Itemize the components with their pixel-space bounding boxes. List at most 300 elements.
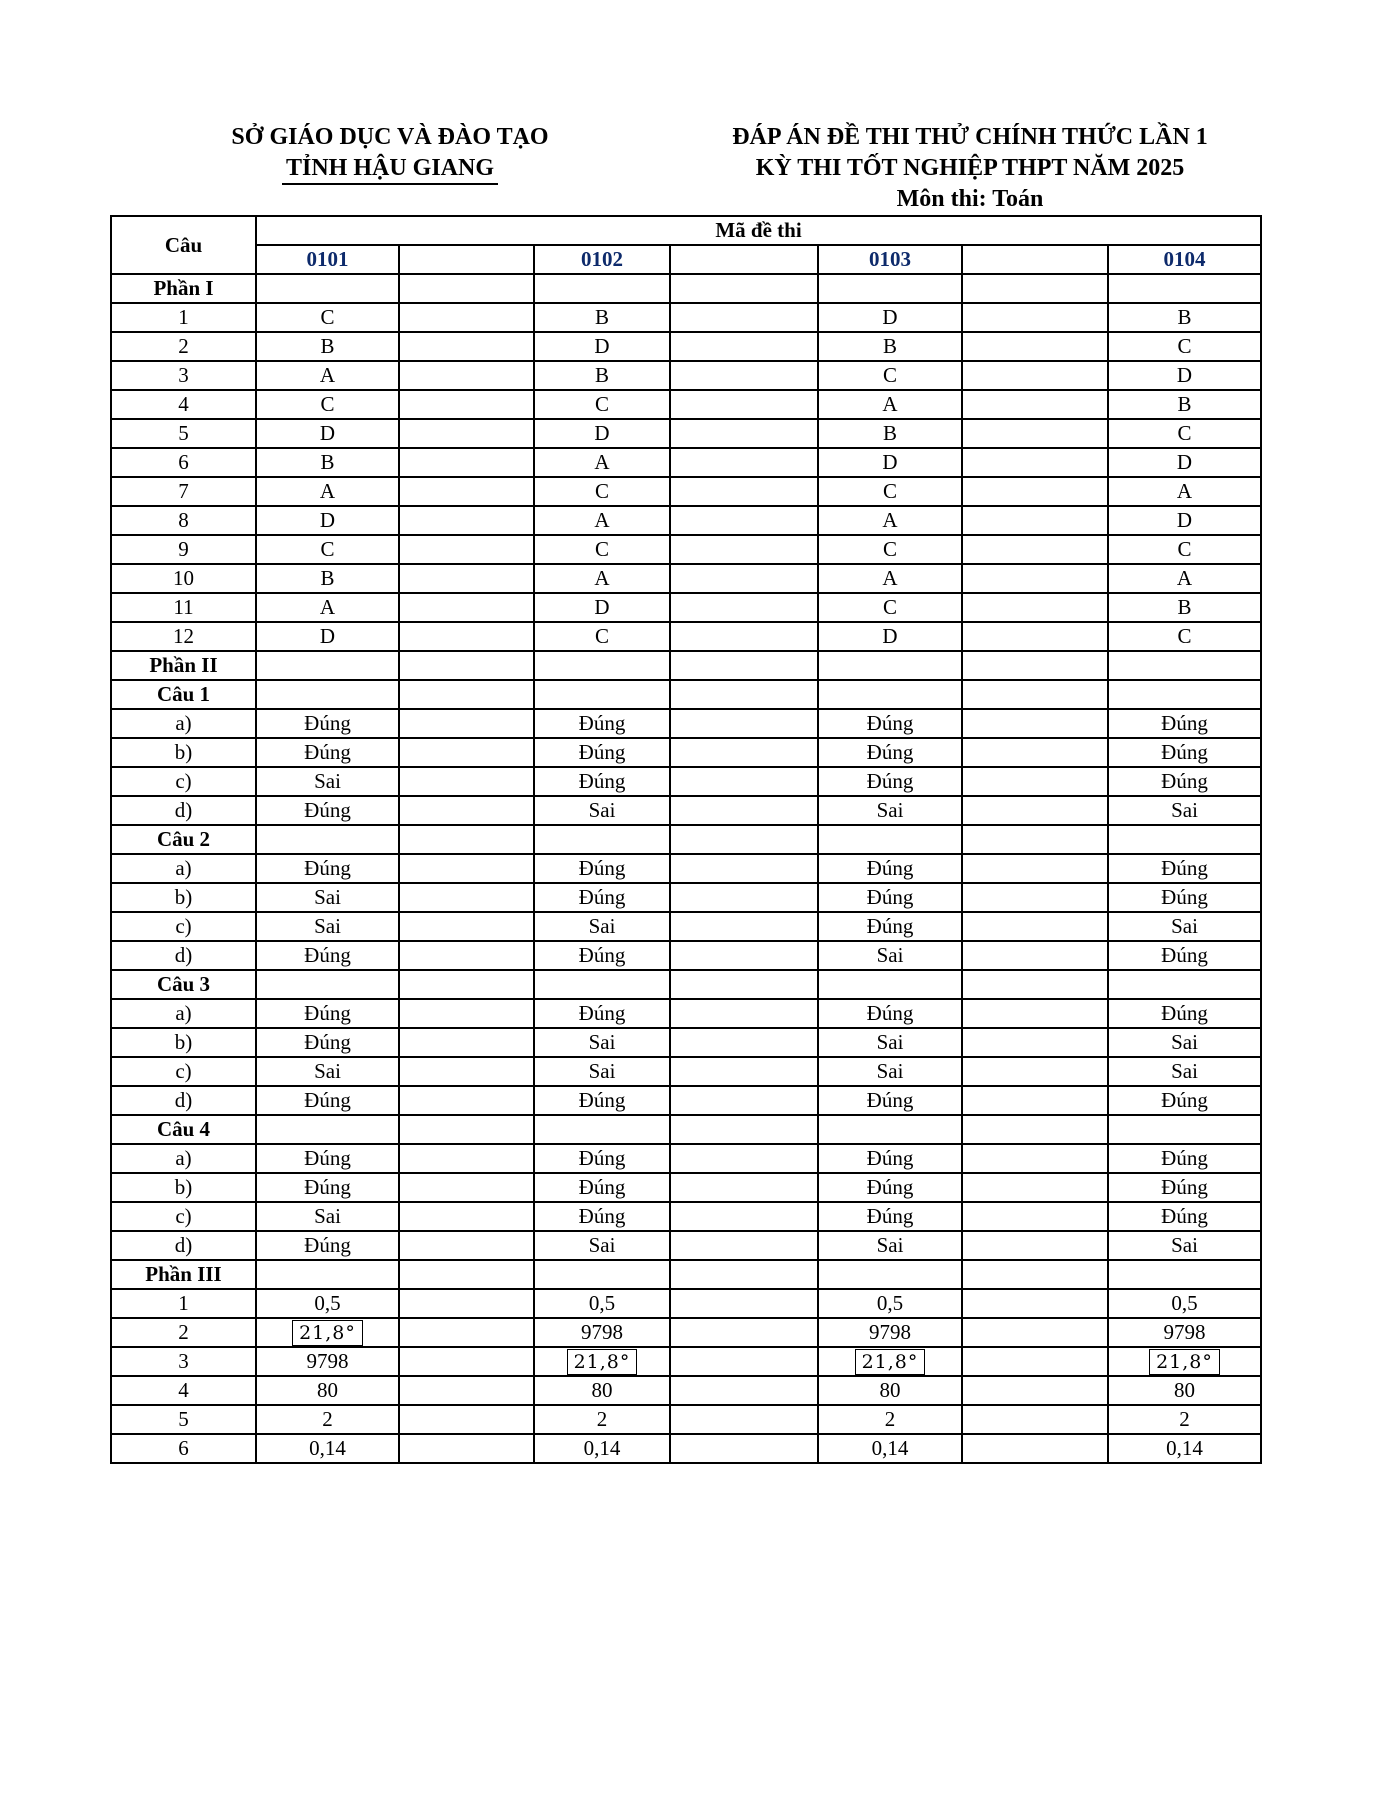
answer-cell: A <box>818 564 962 593</box>
table-row <box>111 738 1261 767</box>
answer-cell: Đúng <box>534 767 670 796</box>
empty-cell <box>670 796 818 825</box>
empty-cell <box>670 680 818 709</box>
empty-cell <box>962 1144 1108 1173</box>
empty-cell <box>670 941 818 970</box>
empty-cell <box>670 1231 818 1260</box>
empty-cell <box>670 390 818 419</box>
empty-cell <box>818 680 962 709</box>
question-label: 1 <box>111 303 256 332</box>
empty-cell <box>818 651 962 680</box>
empty-cell <box>670 1115 818 1144</box>
answer-cell: Sai <box>818 796 962 825</box>
answer-cell: C <box>256 390 399 419</box>
answer-cell: Đúng <box>1108 941 1261 970</box>
empty-cell <box>962 564 1108 593</box>
question-label: 12 <box>111 622 256 651</box>
answer-cell: 2 <box>1108 1405 1261 1434</box>
answer-cell: Đúng <box>1108 1086 1261 1115</box>
answer-cell: Đúng <box>534 883 670 912</box>
table-row <box>111 651 1261 680</box>
question-label: a) <box>111 1144 256 1173</box>
empty-cell <box>670 738 818 767</box>
answer-cell: C <box>818 361 962 390</box>
document-title: ĐÁP ÁN ĐỀ THI THỬ CHÍNH THỨC LẦN 1 <box>732 124 1208 150</box>
table-row <box>111 1405 1261 1434</box>
answer-cell: Đúng <box>534 738 670 767</box>
answer-cell: B <box>818 332 962 361</box>
answer-cell: Sai <box>534 796 670 825</box>
answer-cell: Sai <box>818 1057 962 1086</box>
table-row <box>111 970 1261 999</box>
answer-cell: D <box>256 506 399 535</box>
answer-cell: Đúng <box>256 1231 399 1260</box>
question-label: a) <box>111 999 256 1028</box>
empty-cell <box>534 825 670 854</box>
empty-cell <box>962 390 1108 419</box>
question-label: 8 <box>111 506 256 535</box>
empty-cell <box>962 419 1108 448</box>
table-row <box>111 332 1261 361</box>
question-label: Phần III <box>111 1260 256 1289</box>
answer-cell: D <box>534 593 670 622</box>
table-row <box>111 1057 1261 1086</box>
answer-cell: Sai <box>534 1231 670 1260</box>
empty-cell <box>670 1289 818 1318</box>
answer-cell: A <box>256 477 399 506</box>
answer-cell: C <box>534 390 670 419</box>
table-row <box>111 1231 1261 1260</box>
answer-cell: D <box>1108 361 1261 390</box>
question-label: c) <box>111 1057 256 1086</box>
empty-cell <box>962 767 1108 796</box>
answer-cell: Sai <box>256 912 399 941</box>
question-label: Phần II <box>111 651 256 680</box>
empty-cell <box>962 1115 1108 1144</box>
answer-cell: D <box>534 419 670 448</box>
empty-cell <box>818 1115 962 1144</box>
empty-cell <box>399 1347 534 1376</box>
empty-cell <box>534 680 670 709</box>
question-label: 4 <box>111 390 256 419</box>
table-row <box>111 361 1261 390</box>
exam-code: 0104 <box>1108 245 1261 274</box>
empty-cell <box>256 970 399 999</box>
empty-cell <box>962 506 1108 535</box>
answer-cell: Đúng <box>534 941 670 970</box>
empty-cell <box>670 1347 818 1376</box>
empty-cell <box>399 535 534 564</box>
answer-cell: A <box>256 593 399 622</box>
answer-cell: D <box>256 622 399 651</box>
empty-cell <box>670 477 818 506</box>
answer-cell: Đúng <box>818 767 962 796</box>
question-label: Câu 2 <box>111 825 256 854</box>
empty-cell <box>256 1115 399 1144</box>
answer-cell: Đúng <box>1108 709 1261 738</box>
question-label: 4 <box>111 1376 256 1405</box>
empty-cell <box>670 970 818 999</box>
empty-cell <box>399 1289 534 1318</box>
empty-cell <box>399 825 534 854</box>
empty-cell <box>962 622 1108 651</box>
question-label: 2 <box>111 1318 256 1347</box>
empty-cell <box>399 274 534 303</box>
empty-cell <box>962 709 1108 738</box>
table-row <box>111 1289 1261 1318</box>
answer-cell <box>256 1318 399 1347</box>
answer-cell: D <box>534 332 670 361</box>
empty-cell <box>670 1086 818 1115</box>
empty-cell <box>962 1202 1108 1231</box>
table-row <box>111 1260 1261 1289</box>
empty-cell <box>818 1260 962 1289</box>
answer-cell: C <box>256 303 399 332</box>
empty-cell <box>399 883 534 912</box>
table-row <box>111 1434 1261 1463</box>
empty-cell <box>670 883 818 912</box>
answer-cell: Đúng <box>818 1202 962 1231</box>
table-row <box>111 506 1261 535</box>
empty-cell <box>670 1376 818 1405</box>
answer-cell: Đúng <box>256 854 399 883</box>
empty-cell <box>962 1173 1108 1202</box>
answer-cell: Đúng <box>256 941 399 970</box>
answer-cell <box>534 1347 670 1376</box>
answer-cell: Sai <box>256 1202 399 1231</box>
answer-cell: 9798 <box>818 1318 962 1347</box>
answer-cell: Đúng <box>1108 738 1261 767</box>
answer-cell: 9798 <box>256 1347 399 1376</box>
school-header <box>190 122 590 185</box>
empty-cell <box>670 1057 818 1086</box>
table-row <box>111 564 1261 593</box>
answer-cell: 0,14 <box>1108 1434 1261 1463</box>
answer-cell: Đúng <box>1108 1144 1261 1173</box>
empty-cell <box>818 274 962 303</box>
table-row <box>111 1144 1261 1173</box>
empty-cell <box>818 970 962 999</box>
question-label: 5 <box>111 1405 256 1434</box>
empty-cell <box>962 738 1108 767</box>
empty-cell <box>256 680 399 709</box>
empty-cell <box>256 651 399 680</box>
empty-cell <box>962 1086 1108 1115</box>
empty-cell <box>399 1318 534 1347</box>
empty-cell <box>256 825 399 854</box>
answer-cell: 2 <box>534 1405 670 1434</box>
empty-cell <box>670 854 818 883</box>
empty-cell <box>670 1318 818 1347</box>
table-row <box>111 535 1261 564</box>
empty-cell <box>399 506 534 535</box>
answer-cell: 0,5 <box>818 1289 962 1318</box>
empty-cell <box>399 245 534 274</box>
empty-cell <box>670 564 818 593</box>
answer-cell: B <box>256 448 399 477</box>
empty-cell <box>399 1405 534 1434</box>
answer-cell: B <box>1108 303 1261 332</box>
answer-cell: C <box>534 535 670 564</box>
empty-cell <box>399 419 534 448</box>
empty-cell <box>399 303 534 332</box>
answer-cell: 9798 <box>1108 1318 1261 1347</box>
table-row <box>111 1202 1261 1231</box>
empty-cell <box>962 680 1108 709</box>
table-row <box>111 912 1261 941</box>
empty-cell <box>670 245 818 274</box>
question-label: Câu 4 <box>111 1115 256 1144</box>
answer-cell: C <box>818 593 962 622</box>
empty-cell <box>399 1086 534 1115</box>
table-row <box>111 1086 1261 1115</box>
answer-cell: 2 <box>256 1405 399 1434</box>
table-row <box>111 1376 1261 1405</box>
empty-cell <box>1108 274 1261 303</box>
empty-cell <box>962 941 1108 970</box>
table-row <box>111 1318 1261 1347</box>
question-label: b) <box>111 1028 256 1057</box>
answer-cell: Đúng <box>534 854 670 883</box>
empty-cell <box>670 709 818 738</box>
answer-cell: 80 <box>256 1376 399 1405</box>
answer-cell: Sai <box>256 767 399 796</box>
empty-cell <box>670 332 818 361</box>
answer-cell: Đúng <box>256 1144 399 1173</box>
empty-cell <box>399 1434 534 1463</box>
empty-cell <box>962 1376 1108 1405</box>
answer-cell: Đúng <box>1108 767 1261 796</box>
empty-cell <box>962 332 1108 361</box>
question-label: b) <box>111 1173 256 1202</box>
question-label: 6 <box>111 1434 256 1463</box>
empty-cell <box>962 1231 1108 1260</box>
answer-cell: C <box>818 477 962 506</box>
answer-cell: B <box>534 303 670 332</box>
answer-cell: A <box>534 564 670 593</box>
answer-cell: 0,14 <box>534 1434 670 1463</box>
question-label: Câu 3 <box>111 970 256 999</box>
answer-cell: Đúng <box>818 883 962 912</box>
answer-cell: Sai <box>1108 1028 1261 1057</box>
answer-cell: A <box>1108 564 1261 593</box>
answer-cell: Đúng <box>256 738 399 767</box>
empty-cell <box>399 941 534 970</box>
question-label: d) <box>111 1086 256 1115</box>
answer-cell: A <box>818 506 962 535</box>
table-row <box>111 419 1261 448</box>
answer-cell: 9798 <box>534 1318 670 1347</box>
answer-cell: A <box>256 361 399 390</box>
empty-cell <box>962 854 1108 883</box>
empty-cell <box>670 1144 818 1173</box>
answer-cell: 80 <box>534 1376 670 1405</box>
answer-cell: C <box>818 535 962 564</box>
empty-cell <box>670 535 818 564</box>
answer-cell: Đúng <box>1108 1202 1261 1231</box>
answer-cell: C <box>534 477 670 506</box>
question-label: d) <box>111 1231 256 1260</box>
answer-cell: Đúng <box>534 1202 670 1231</box>
empty-cell <box>399 622 534 651</box>
answer-cell: Sai <box>534 1028 670 1057</box>
answer-cell: Đúng <box>256 1173 399 1202</box>
empty-cell <box>670 1202 818 1231</box>
table-row <box>111 999 1261 1028</box>
answer-cell: Sai <box>1108 1057 1261 1086</box>
answer-cell: Đúng <box>256 1086 399 1115</box>
table-row <box>111 593 1261 622</box>
question-label: b) <box>111 738 256 767</box>
empty-cell <box>962 796 1108 825</box>
empty-cell <box>670 303 818 332</box>
empty-cell <box>962 1434 1108 1463</box>
answer-cell: Sai <box>1108 912 1261 941</box>
answer-cell: A <box>534 506 670 535</box>
answer-cell: C <box>1108 535 1261 564</box>
answer-cell: D <box>818 303 962 332</box>
empty-cell <box>399 1173 534 1202</box>
empty-cell <box>670 651 818 680</box>
empty-cell <box>670 1405 818 1434</box>
table-row <box>111 680 1261 709</box>
empty-cell <box>670 593 818 622</box>
table-row <box>111 448 1261 477</box>
answer-cell: Đúng <box>534 1144 670 1173</box>
empty-cell <box>399 564 534 593</box>
boxed-answer: 21,8° <box>855 1349 926 1375</box>
answer-cell: C <box>1108 419 1261 448</box>
empty-cell <box>962 1260 1108 1289</box>
answer-cell: Đúng <box>818 709 962 738</box>
empty-cell <box>962 1289 1108 1318</box>
question-label: 3 <box>111 1347 256 1376</box>
answer-cell: B <box>256 564 399 593</box>
exam-code: 0102 <box>534 245 670 274</box>
answer-cell <box>1108 1347 1261 1376</box>
empty-cell <box>1108 970 1261 999</box>
empty-cell <box>962 245 1108 274</box>
question-label: c) <box>111 912 256 941</box>
question-label: 5 <box>111 419 256 448</box>
boxed-answer: 21,8° <box>1149 1349 1220 1375</box>
answer-cell: Sai <box>256 883 399 912</box>
empty-cell <box>962 1318 1108 1347</box>
question-label: d) <box>111 941 256 970</box>
empty-cell <box>399 1376 534 1405</box>
empty-cell <box>962 593 1108 622</box>
empty-cell <box>399 1057 534 1086</box>
question-label: 6 <box>111 448 256 477</box>
table-row <box>111 883 1261 912</box>
table-row <box>111 767 1261 796</box>
empty-cell <box>399 738 534 767</box>
table-row <box>111 303 1261 332</box>
empty-cell <box>399 709 534 738</box>
answer-cell: A <box>818 390 962 419</box>
question-label: a) <box>111 854 256 883</box>
answer-cell: Sai <box>1108 1231 1261 1260</box>
empty-cell <box>1108 1260 1261 1289</box>
exam-header <box>690 122 1250 215</box>
empty-cell <box>399 1028 534 1057</box>
empty-cell <box>399 796 534 825</box>
question-label: b) <box>111 883 256 912</box>
empty-cell <box>962 651 1108 680</box>
answer-cell: C <box>1108 622 1261 651</box>
answer-cell: 0,5 <box>534 1289 670 1318</box>
answer-cell <box>818 1347 962 1376</box>
question-label: 11 <box>111 593 256 622</box>
empty-cell <box>670 999 818 1028</box>
empty-cell <box>962 448 1108 477</box>
answer-cell: Đúng <box>818 1173 962 1202</box>
exam-code: 0101 <box>256 245 399 274</box>
empty-cell <box>399 593 534 622</box>
boxed-answer: 21,8° <box>567 1349 638 1375</box>
table-row <box>111 825 1261 854</box>
empty-cell <box>962 825 1108 854</box>
answer-rows <box>111 274 1261 1463</box>
empty-cell <box>670 1173 818 1202</box>
empty-cell <box>670 767 818 796</box>
answer-cell: Sai <box>534 912 670 941</box>
empty-cell <box>399 1115 534 1144</box>
answer-cell: Sai <box>818 941 962 970</box>
question-label: d) <box>111 796 256 825</box>
table-row <box>111 1173 1261 1202</box>
answer-cell: 80 <box>1108 1376 1261 1405</box>
answer-cell: Đúng <box>818 1086 962 1115</box>
answer-cell: 0,5 <box>256 1289 399 1318</box>
empty-cell <box>962 912 1108 941</box>
answer-cell: 0,14 <box>818 1434 962 1463</box>
answer-cell: Đúng <box>256 1028 399 1057</box>
answer-cell: A <box>1108 477 1261 506</box>
empty-cell <box>962 999 1108 1028</box>
empty-cell <box>1108 680 1261 709</box>
empty-cell <box>399 1260 534 1289</box>
answer-cell: Đúng <box>818 999 962 1028</box>
boxed-answer: 21,8° <box>292 1320 363 1346</box>
empty-cell <box>962 1347 1108 1376</box>
answer-cell: Đúng <box>534 1086 670 1115</box>
answer-cell: B <box>1108 390 1261 419</box>
empty-cell <box>962 1057 1108 1086</box>
answer-cell: Sai <box>818 1231 962 1260</box>
question-column-header: Câu <box>111 216 256 274</box>
answer-cell: A <box>534 448 670 477</box>
answer-cell: Đúng <box>534 709 670 738</box>
answer-cell: D <box>818 622 962 651</box>
table-row <box>111 274 1261 303</box>
empty-cell <box>399 477 534 506</box>
empty-cell <box>818 825 962 854</box>
empty-cell <box>534 274 670 303</box>
empty-cell <box>1108 1115 1261 1144</box>
empty-cell <box>399 680 534 709</box>
answer-cell: Đúng <box>256 796 399 825</box>
empty-cell <box>399 854 534 883</box>
table-row <box>111 854 1261 883</box>
answer-cell: 0,5 <box>1108 1289 1261 1318</box>
answer-cell: D <box>1108 448 1261 477</box>
question-label: 10 <box>111 564 256 593</box>
table-row <box>111 1028 1261 1057</box>
empty-cell <box>962 883 1108 912</box>
empty-cell <box>670 419 818 448</box>
answer-cell: Đúng <box>818 738 962 767</box>
